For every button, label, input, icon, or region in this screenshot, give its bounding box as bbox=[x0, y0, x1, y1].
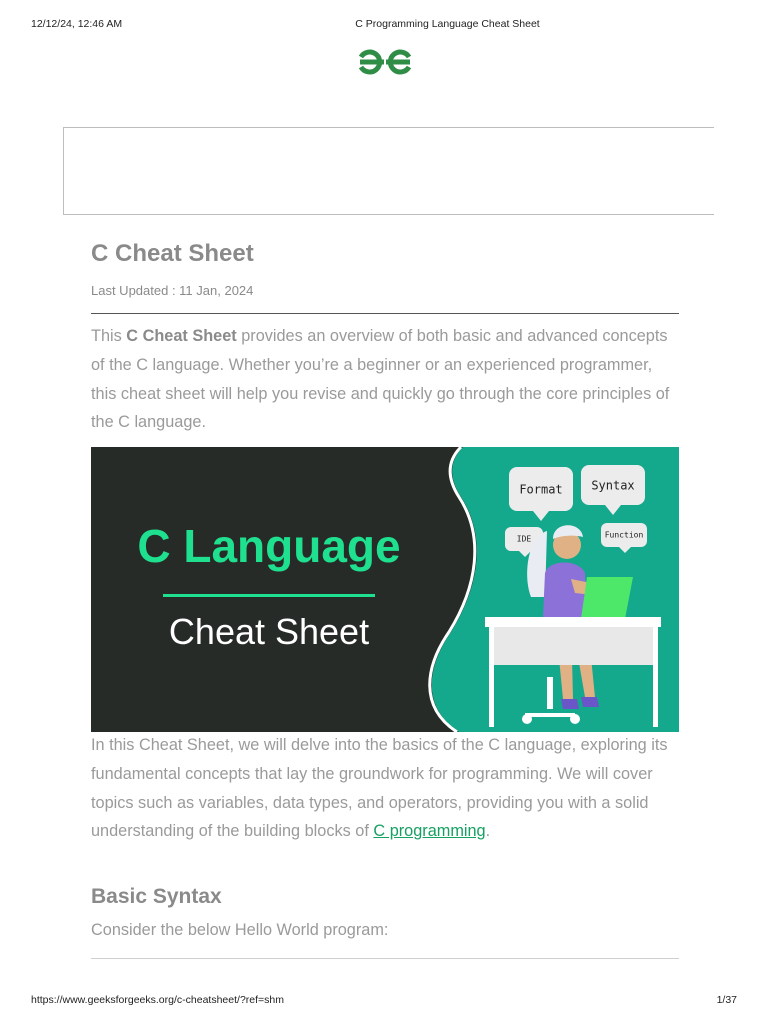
section-text: Consider the below Hello World program: bbox=[91, 921, 389, 939]
section-heading: Basic Syntax bbox=[91, 885, 222, 908]
intro-paragraph: This C Cheat Sheet provides an overview of both basic and advanced concepts of the C language. Whether you’re a beginner or an experienced programmer, this cheat sheet will help you revise and quickly go through the core principles of the C language. bbox=[91, 327, 670, 432]
banner-subtitle: Cheat Sheet bbox=[168, 611, 370, 652]
intro-bold: C Cheat Sheet bbox=[126, 327, 237, 345]
print-header bbox=[0, 18, 768, 34]
banner-image bbox=[91, 447, 679, 732]
code-block-top-border bbox=[91, 958, 679, 959]
print-date: 12/12/24, 12:46 AM bbox=[31, 18, 123, 30]
ad-placeholder bbox=[63, 127, 714, 215]
banner-underline bbox=[163, 594, 375, 597]
second-paragraph: In this Cheat Sheet, we will delve into the basics of the C language, exploring its fundamental concepts that lay the groundwork for programming. We will cover topics such as variables, data types, and operators, providing you with a solid understanding of the building blocks of C programming. bbox=[91, 736, 668, 841]
print-title: C Programming Language Cheat Sheet bbox=[355, 18, 540, 30]
syntax-bubble-label: Syntax bbox=[591, 478, 635, 493]
article-title: C Cheat Sheet bbox=[91, 240, 254, 267]
banner-title: C Language bbox=[137, 520, 401, 572]
title-divider bbox=[91, 313, 679, 314]
gfg-logo-icon[interactable] bbox=[356, 47, 414, 77]
c-programming-link[interactable]: C programming bbox=[373, 822, 486, 841]
format-bubble-label: Format bbox=[519, 482, 563, 497]
print-url: https://www.geeksforgeeks.org/c-cheatsheet/?ref=shm bbox=[31, 994, 284, 1006]
print-page-number: 1/37 bbox=[716, 994, 737, 1006]
function-bubble-label: Function bbox=[604, 530, 644, 540]
ide-bubble-label: IDE bbox=[516, 534, 532, 544]
last-updated: Last Updated : 11 Jan, 2024 bbox=[91, 283, 254, 298]
banner-illustration bbox=[91, 447, 679, 732]
